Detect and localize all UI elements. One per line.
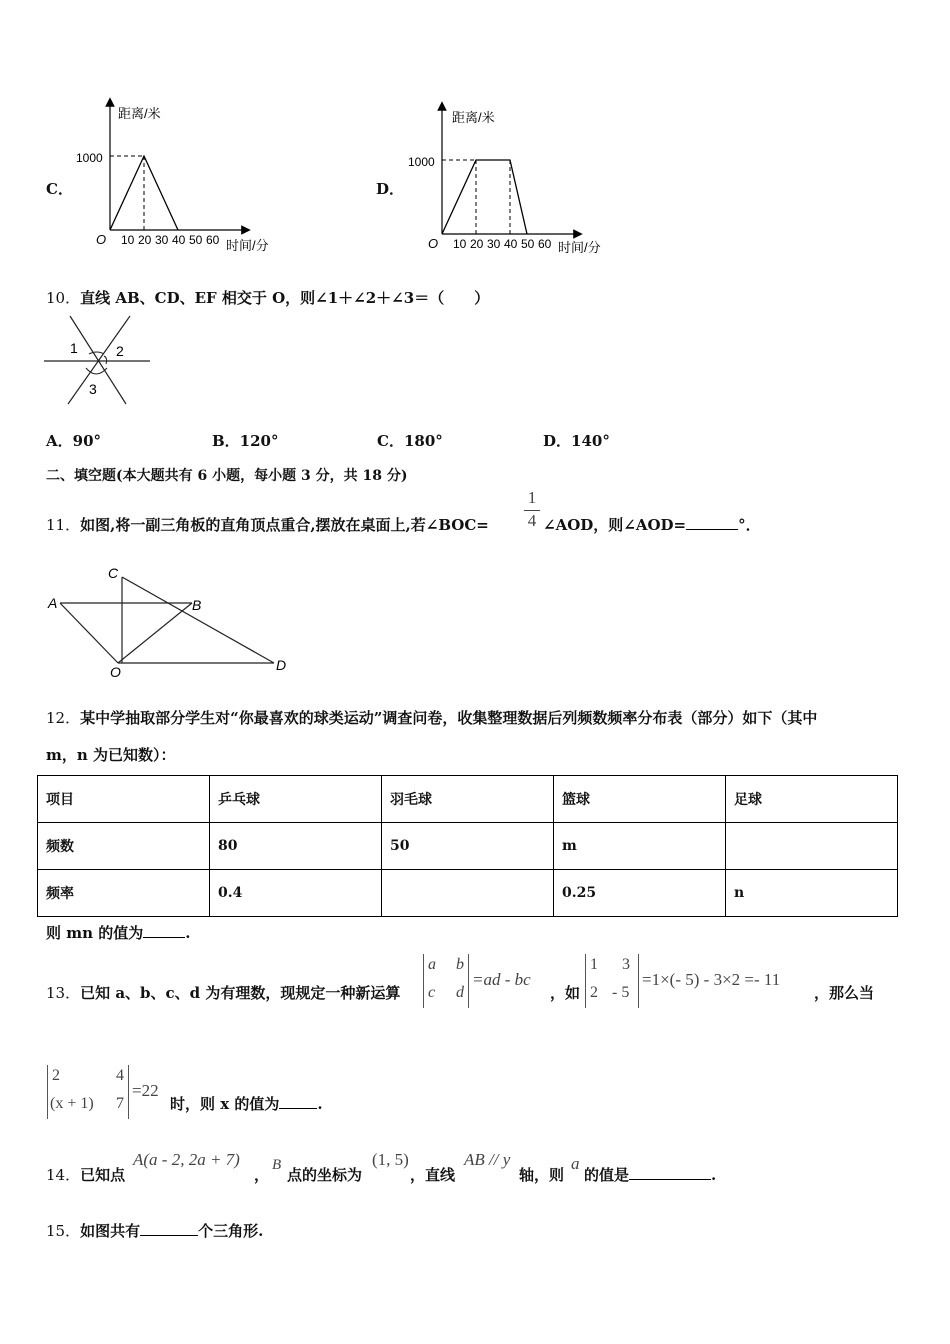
x-tick-label: 60 xyxy=(206,233,220,247)
origin-label: O xyxy=(96,232,107,247)
q14-answer-blank[interactable] xyxy=(629,1165,711,1180)
table-cell: 频数 xyxy=(38,823,210,870)
det-entry: b xyxy=(456,956,464,973)
point-b: B xyxy=(192,597,202,613)
q11-after xyxy=(543,514,761,535)
q14-lead xyxy=(46,1164,125,1185)
fraction-denominator: 4 xyxy=(524,510,540,531)
q12-answer-blank[interactable] xyxy=(143,923,185,938)
table-cell xyxy=(382,870,554,917)
x-tick-label: 20 xyxy=(470,237,484,251)
point-c: C xyxy=(108,565,119,581)
det-entry: c xyxy=(428,984,436,1001)
q12-line2: m，n 为已知数）： xyxy=(46,746,176,764)
det-entry: a xyxy=(428,956,436,973)
q14-line: AB // y xyxy=(464,1150,511,1169)
det-entry: (x + 1) xyxy=(50,1095,94,1112)
q13-answer-blank[interactable] xyxy=(279,1094,317,1109)
q12-line1-text: 某中学抽取部分学生对“你最喜欢的球类运动”调查问卷，收集整理数据后列频数频率分布表（部分）如下（其中 xyxy=(80,709,818,727)
q12-after-text: 则 mn 的值为 xyxy=(46,924,144,942)
det3-result: =22 xyxy=(132,1081,159,1100)
q13-text1 xyxy=(46,982,400,1003)
x-tick-label: 40 xyxy=(504,237,518,251)
q11-after-text: ∠AOD，则∠AOD= xyxy=(543,516,687,534)
table-cell: 0.4 xyxy=(210,870,382,917)
determinant-2 xyxy=(585,954,639,1008)
x-tick-label: 50 xyxy=(189,233,203,247)
q12-line1 xyxy=(46,707,817,728)
q10-figure xyxy=(44,316,154,408)
q14-text3: 点的坐标为 xyxy=(287,1166,363,1184)
q11-before: 如图,将一副三角板的直角顶点重合,摆放在桌面上,若∠BOC= xyxy=(80,516,489,534)
x-tick-label: 60 xyxy=(538,237,552,251)
table-cell: 足球 xyxy=(726,776,898,823)
q13-text1-content: 已知 a、b、c、d 为有理数，现规定一种新运算 xyxy=(80,984,401,1002)
q12-after xyxy=(46,922,190,943)
x-tick-label: 30 xyxy=(155,233,169,247)
x-tick-label: 10 xyxy=(121,233,135,247)
chart-d xyxy=(408,100,622,260)
table-cell: 频率 xyxy=(38,870,210,917)
det-entry: 4 xyxy=(116,1067,124,1084)
origin-label: O xyxy=(428,236,439,251)
table-cell: 羽毛球 xyxy=(382,776,554,823)
q14-text4: ，直线 xyxy=(410,1166,456,1184)
x-tick-label: 40 xyxy=(172,233,186,247)
angle-1-label: 1 xyxy=(70,340,78,356)
table-cell: m xyxy=(554,823,726,870)
table-cell: n xyxy=(726,870,898,917)
y-tick-label: 1000 xyxy=(76,151,103,165)
angle-3-label: 3 xyxy=(89,381,97,397)
q15-answer-blank[interactable] xyxy=(140,1221,198,1236)
q13-text4 xyxy=(170,1093,323,1114)
point-a: A xyxy=(48,595,58,611)
q14-point-b: B xyxy=(272,1157,282,1173)
q10-option-d: D．140° xyxy=(543,432,610,450)
q12-end: . xyxy=(185,924,191,942)
angle-2-label: 2 xyxy=(116,343,124,359)
q13-text2: ，如 xyxy=(550,984,581,1002)
table-cell: 乒乓球 xyxy=(210,776,382,823)
det-entry: 1 xyxy=(590,956,598,973)
frequency-table xyxy=(37,775,898,917)
det2-result: =1×(- 5) - 3×2 =- 11 xyxy=(642,970,781,989)
option-d-label: D． xyxy=(376,180,405,198)
q15-text2: 个三角形. xyxy=(198,1222,264,1240)
det-entry: 2 xyxy=(52,1067,60,1084)
q15-text xyxy=(46,1220,263,1241)
q10-option-b: B．120° xyxy=(212,432,279,450)
table-cell: 0.25 xyxy=(554,870,726,917)
x-tick-label: 10 xyxy=(453,237,467,251)
det1-result: =ad - bc xyxy=(472,970,531,989)
table-row xyxy=(38,870,898,917)
y-axis-label: 距离/米 xyxy=(452,110,495,125)
q10-number: 10． xyxy=(46,289,81,307)
table-cell xyxy=(726,823,898,870)
q10-text xyxy=(46,287,489,308)
q11-number: 11． xyxy=(46,516,81,534)
table-cell: 80 xyxy=(210,823,382,870)
x-axis-label: 时间/分 xyxy=(226,238,269,253)
option-c-label: C． xyxy=(46,180,73,198)
q14-point-a: A(a - 2, 2a + 7) xyxy=(133,1150,240,1169)
table-row xyxy=(38,776,898,823)
q13-end: . xyxy=(317,1095,323,1113)
table-cell: 项目 xyxy=(38,776,210,823)
q11-end: °． xyxy=(738,516,761,534)
determinant-1 xyxy=(423,954,469,1008)
x-tick-label: 30 xyxy=(487,237,501,251)
q15-text1: 如图共有 xyxy=(80,1222,141,1240)
q14-coord: (1, 5) xyxy=(372,1150,409,1169)
q14-text1: 已知点 xyxy=(80,1166,126,1184)
q10-option-a: A．90° xyxy=(46,432,102,450)
q11-fraction xyxy=(524,488,540,531)
determinant-3 xyxy=(47,1065,129,1119)
x-axis-label: 时间/分 xyxy=(558,240,601,255)
section-title: 二、填空题(本大题共有 6 小题，每小题 3 分，共 18 分) xyxy=(46,468,408,484)
q10-option-c: C．180° xyxy=(377,432,443,450)
q14-text6: 的值是 xyxy=(584,1166,630,1184)
x-tick-label: 50 xyxy=(521,237,535,251)
table-cell: 50 xyxy=(382,823,554,870)
series-line xyxy=(442,160,527,234)
q13-text3: ，那么当 xyxy=(814,984,875,1002)
det-entry: 3 xyxy=(622,956,630,973)
y-tick-label: 1000 xyxy=(408,155,435,169)
q12-number: 12． xyxy=(46,709,81,727)
q14-tail xyxy=(584,1164,716,1185)
q15-number: 15． xyxy=(46,1222,81,1240)
y-axis-label: 距离/米 xyxy=(118,106,161,121)
q14-end: . xyxy=(711,1166,717,1184)
det-entry: 2 xyxy=(590,984,598,1001)
q11-figure xyxy=(46,562,296,680)
point-o: O xyxy=(110,664,121,680)
x-tick-label: 20 xyxy=(138,233,152,247)
table-cell: 篮球 xyxy=(554,776,726,823)
q11-text xyxy=(46,514,489,535)
q14-text5: 轴，则 xyxy=(519,1166,565,1184)
q14-text2: ， xyxy=(254,1166,270,1184)
chart-c xyxy=(76,96,290,256)
det-entry: d xyxy=(456,984,464,1001)
det-entry: - 5 xyxy=(612,984,630,1001)
q10-stem: 直线 AB、CD、EF 相交于 O，则∠1＋∠2＋∠3＝（ ） xyxy=(80,289,490,307)
q13-text4-content: 时，则 x 的值为 xyxy=(170,1095,280,1113)
q14-number: 14． xyxy=(46,1166,81,1184)
q11-answer-blank[interactable] xyxy=(686,515,738,530)
q14-var: a xyxy=(571,1154,580,1173)
det-entry: 7 xyxy=(116,1095,124,1112)
q13-number: 13． xyxy=(46,984,81,1002)
point-d: D xyxy=(276,657,287,673)
table-row xyxy=(38,823,898,870)
fraction-numerator: 1 xyxy=(527,488,537,507)
